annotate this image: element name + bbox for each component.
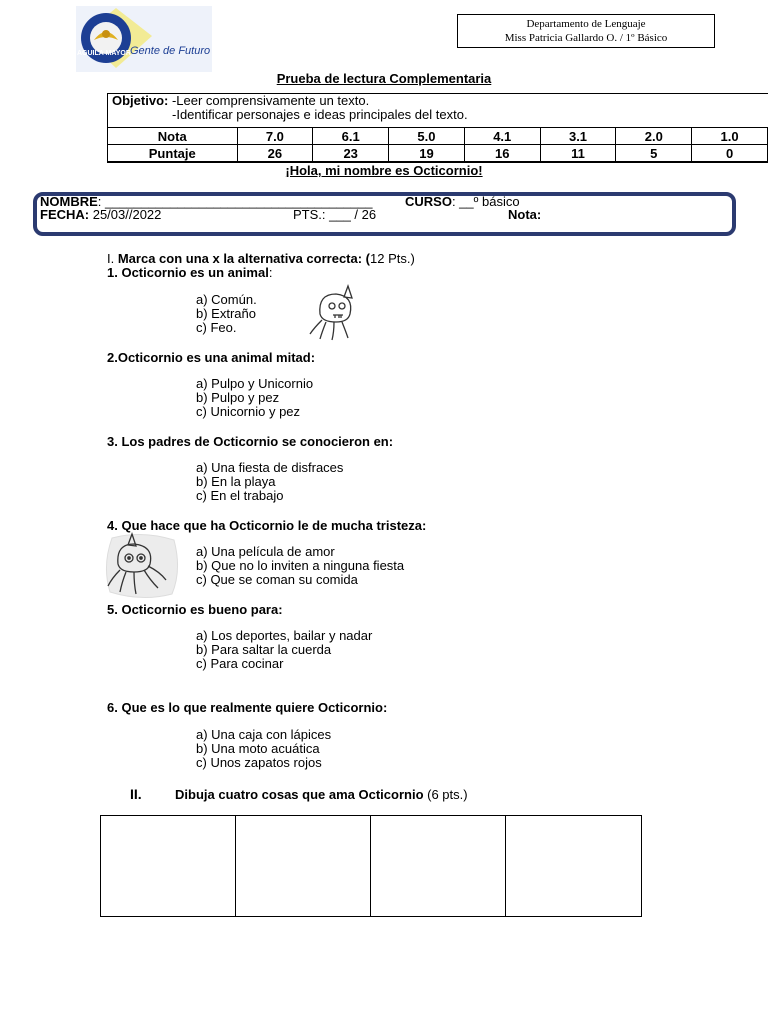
grade-table	[107, 127, 768, 162]
question-5-option-b[interactable]: b) Para saltar la cuerda	[196, 642, 332, 657]
drawing-box-4[interactable]	[505, 815, 642, 917]
grade-cell: 4.1	[464, 128, 540, 145]
drawing-box-1[interactable]	[100, 815, 236, 917]
school-logo	[76, 6, 212, 72]
department-box	[457, 14, 715, 48]
score-cell: 0	[692, 145, 768, 162]
score-cell: 16	[464, 145, 540, 162]
question-2-option-a[interactable]: a) Pulpo y Unicornio	[196, 376, 314, 391]
section-1-heading	[107, 251, 415, 266]
date-value: 25/03//2022	[89, 207, 162, 222]
grade-row-label: Nota	[108, 128, 238, 145]
section-2-points: (6 pts.)	[423, 787, 468, 802]
objective-text-2: -Identificar personajes e ideas principales del texto.	[172, 107, 468, 122]
grade-cell: 2.0	[616, 128, 692, 145]
question-1-option-c[interactable]: c) Feo.	[196, 320, 237, 335]
name-label: NOMBRE	[40, 194, 98, 209]
question-1-text: 1. Octicornio es un animal	[107, 265, 269, 280]
question-3-option-c[interactable]: c) En el trabajo	[196, 488, 284, 503]
question-1-colon: :	[268, 265, 273, 280]
question-2: 2.Octicornio es una animal mitad:	[107, 350, 316, 365]
grade-cell: 7.0	[237, 128, 313, 145]
score-cell: 23	[313, 145, 389, 162]
nota-label: Nota:	[508, 207, 542, 222]
question-1-option-a[interactable]: a) Común.	[196, 292, 257, 307]
drawing-box-3[interactable]	[370, 815, 506, 917]
course-label: CURSO	[405, 194, 452, 209]
name-blank: : _____________________________________	[97, 194, 373, 209]
question-4-option-a[interactable]: a) Una película de amor	[196, 544, 335, 559]
grade-row-label: Puntaje	[108, 145, 238, 162]
score-cell: 5	[616, 145, 692, 162]
question-6-option-a[interactable]: a) Una caja con lápices	[196, 727, 332, 742]
section-2-label: Dibuja cuatro cosas que ama Octicornio	[175, 787, 424, 802]
question-1-option-b[interactable]: b) Extraño	[196, 306, 256, 321]
octicornio-sticker-icon	[102, 530, 182, 600]
eagle-logo-icon	[76, 6, 212, 72]
grade-cell: 3.1	[540, 128, 616, 145]
page-title: Prueba de lectura Complementaria	[276, 71, 492, 86]
grade-cell: 5.0	[389, 128, 465, 145]
question-6-option-b[interactable]: b) Una moto acuática	[196, 741, 320, 756]
question-4-option-c[interactable]: c) Que se coman su comida	[196, 572, 358, 587]
objective-line-1	[112, 93, 369, 108]
score-cell: 26	[237, 145, 313, 162]
drawing-box-2[interactable]	[235, 815, 371, 917]
grade-cell: 1.0	[692, 128, 768, 145]
section-2-numeral: II.	[130, 786, 142, 802]
course-value: : __º básico	[451, 194, 520, 209]
question-4-option-b[interactable]: b) Que no lo inviten a ninguna fiesta	[196, 558, 405, 573]
section-2-heading	[175, 787, 468, 802]
score-cell: 11	[540, 145, 616, 162]
score-cell: 19	[389, 145, 465, 162]
section-1-label: Marca con una x la alternativa correcta: (	[117, 251, 370, 266]
logo-slogan: Gente de Futuro	[130, 45, 211, 57]
question-4: 4. Que hace que ha Octicornio le de mucha tristeza:	[107, 518, 427, 533]
teacher-line: Miss Patricia Gallardo O. / 1º Básico	[504, 32, 668, 44]
logo-text: AGUILA MAYOR	[77, 50, 131, 57]
department-name: Departamento de Lenguaje	[526, 18, 646, 30]
question-3-option-b[interactable]: b) En la playa	[196, 474, 276, 489]
question-5-option-a[interactable]: a) Los deportes, bailar y nadar	[196, 628, 373, 643]
grade-row-nota	[108, 128, 768, 145]
question-2-option-b[interactable]: b) Pulpo y pez	[196, 390, 280, 405]
grade-row-puntaje	[108, 145, 768, 162]
objective-label: Objetivo:	[112, 93, 169, 108]
date-label: FECHA:	[40, 207, 90, 222]
octicornio-drawing-icon	[306, 284, 358, 342]
question-1	[107, 265, 272, 280]
points-field[interactable]: PTS.: ___ / 26	[293, 207, 377, 222]
question-2-option-c[interactable]: c) Unicornio y pez	[196, 404, 301, 419]
question-5-option-c[interactable]: c) Para cocinar	[196, 656, 284, 671]
section-1-prefix: I.	[107, 251, 118, 266]
question-6-option-c[interactable]: c) Unos zapatos rojos	[196, 755, 322, 770]
question-3: 3. Los padres de Octicornio se conocieron en:	[107, 434, 394, 449]
objective-text-1: -Leer comprensivamente un texto.	[168, 93, 370, 108]
question-5: 5. Octicornio es bueno para:	[107, 602, 283, 617]
course-field[interactable]	[405, 194, 520, 209]
greeting: ¡Hola, mi nombre es Octicornio!	[285, 163, 483, 178]
section-1-points: 12 Pts.)	[370, 251, 415, 266]
date-field	[40, 207, 161, 222]
grade-cell: 6.1	[313, 128, 389, 145]
question-3-option-a[interactable]: a) Una fiesta de disfraces	[196, 460, 344, 475]
question-6: 6. Que es lo que realmente quiere Octicornio:	[107, 700, 388, 715]
